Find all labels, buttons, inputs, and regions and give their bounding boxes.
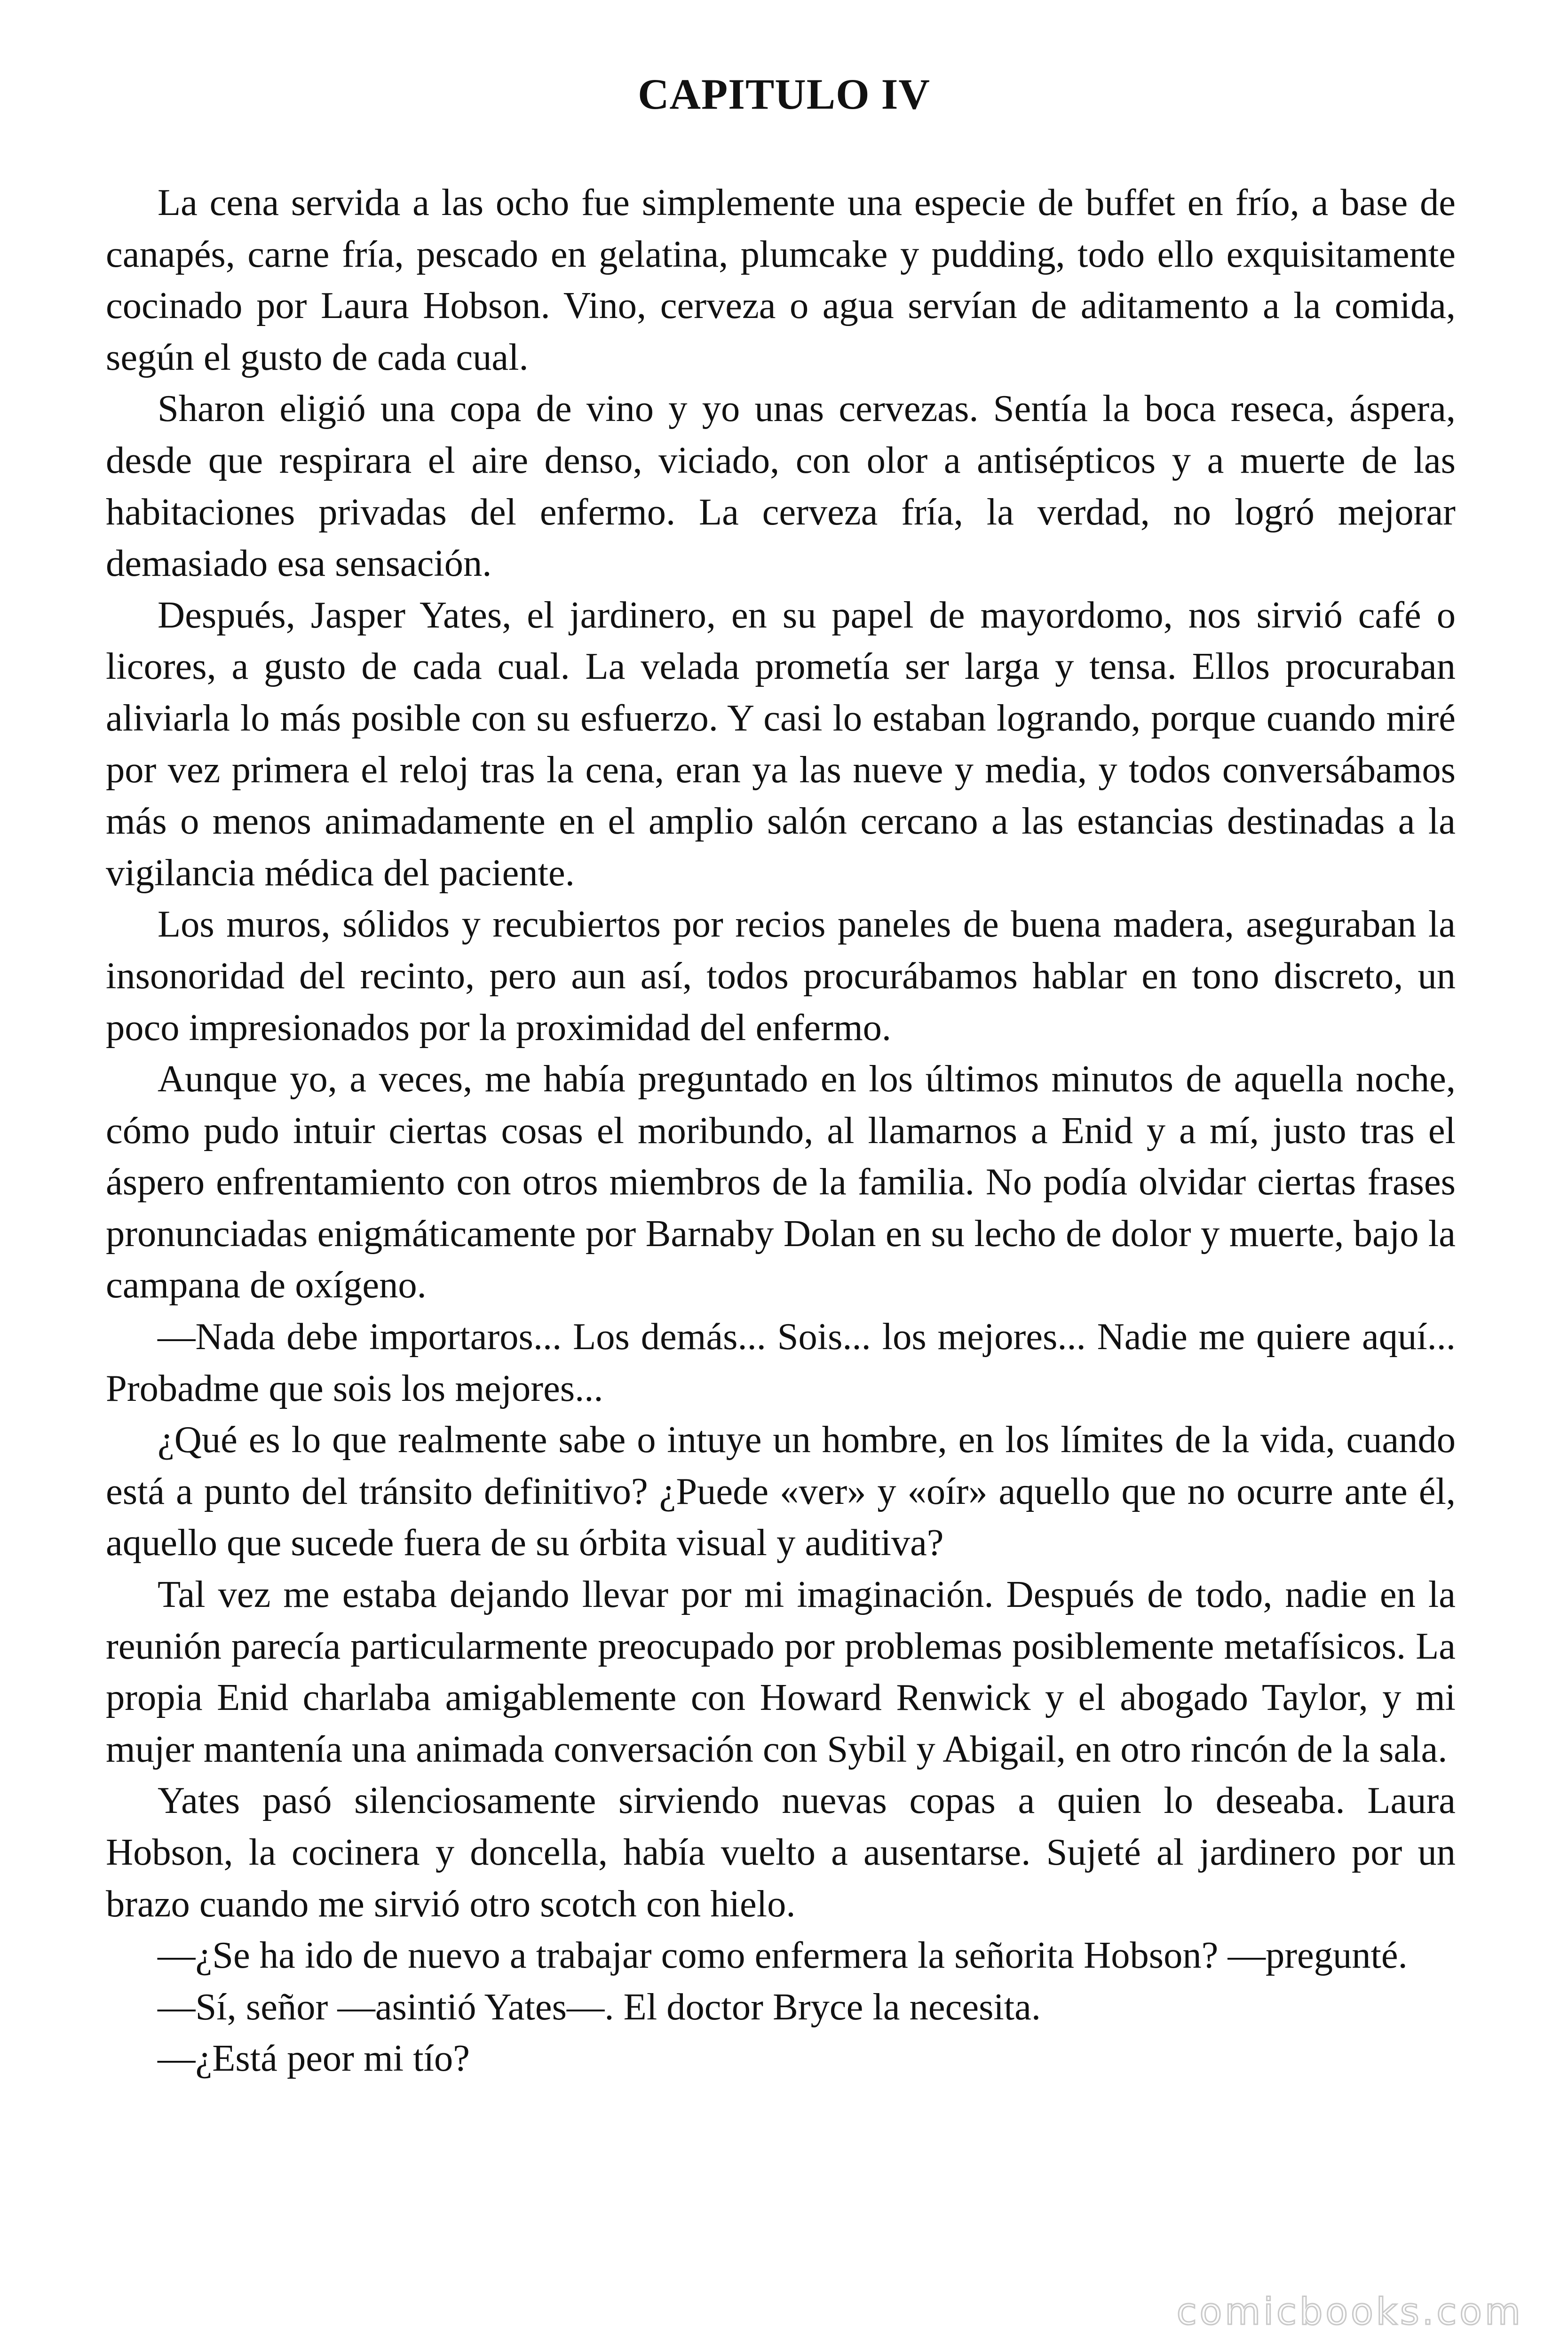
chapter-title: CAPITULO IV <box>638 70 930 118</box>
dialogue-paragraph: —¿Está peor mi tío? <box>158 2037 470 2080</box>
watermark-text: comicbooks.com <box>1176 2291 1523 2333</box>
paragraph: Yates pasó silenciosamente sirviendo nuevas copas a quien lo deseaba. Laura Hobson, la cocinera y doncella, había vuelto a ausentarse. Sujeté al jardinero por un brazo cuando me sirvió otro scotch con hielo. <box>106 1780 1456 1925</box>
paragraph: Tal vez me estaba dejando llevar por mi imaginación. Después de todo, nadie en la reunión parecía particularmente preocupado por problemas posiblemente metafísicos. La propia Enid charlaba amigablemente con Howard Renwick y el abogado Taylor, y mi mujer mantenía una animada conversación con Sybil y Abigail, en otro rincón de la sala. <box>106 1573 1456 1770</box>
paragraph: Sharon eligió una copa de vino y yo unas cervezas. Sentía la boca reseca, áspera, desde que respirara el aire denso, viciado, con olor a antisépticos y a muerte de las habitaciones privadas del enfermo. La cerveza fría, la verdad, no logró mejorar demasiado esa sensación. <box>106 388 1456 585</box>
chapter-body <box>106 177 1456 2084</box>
paragraph: Después, Jasper Yates, el jardinero, en su papel de mayordomo, nos sirvió café o licores, a gusto de cada cual. La velada prometía ser larga y tensa. Ellos procuraban aliviarla lo más posible con su esfuerzo. Y casi lo estaban logrando, porque cuando miré por vez primera el reloj tras la cena, eran ya las nueve y media, y todos conversábamos más o menos animadamente en el amplio salón cercano a las estancias destinadas a la vigilancia médica del paciente. <box>106 594 1456 894</box>
dialogue-paragraph: —Sí, señor —asintió Yates—. El doctor Bryce la necesita. <box>158 1986 1041 2028</box>
paragraph: La cena servida a las ocho fue simplemente una especie de buffet en frío, a base de canapés, carne fría, pescado en gelatina, plumcake y pudding, todo ello exquisitamente cocinado por Laura Hobson. Vino, cerveza o agua servían de aditamento a la comida, según el gusto de cada cual. <box>106 182 1456 378</box>
dialogue-paragraph: —Nada debe importaros... Los demás... Sois... los mejores... Nadie me quiere aquí... Probadme que sois los mejores... <box>106 1316 1456 1409</box>
paragraph: ¿Qué es lo que realmente sabe o intuye un hombre, en los límites de la vida, cuando está a punto del tránsito definitivo? ¿Puede «ver» y «oír» aquello que no ocurre ante él, aquello que sucede fuera de su órbita visual y auditiva? <box>106 1419 1456 1564</box>
paragraph: Aunque yo, a veces, me había preguntado en los últimos minutos de aquella noche, cómo pudo intuir ciertas cosas el moribundo, al llamarnos a Enid y a mí, justo tras el áspero enfrentamiento con otros miembros de la familia. No podía olvidar ciertas frases pronunciadas enigmáticamente por Barnaby Dolan en su lecho de dolor y muerte, bajo la campana de oxígeno. <box>106 1058 1456 1306</box>
paragraph: Los muros, sólidos y recubiertos por recios paneles de buena madera, aseguraban la insonoridad del recinto, pero aun así, todos procurábamos hablar en tono discreto, un poco impresionados por la proximidad del enfermo. <box>106 903 1456 1049</box>
dialogue-paragraph: —¿Se ha ido de nuevo a trabajar como enfermera la señorita Hobson? —pregunté. <box>158 1934 1408 1977</box>
